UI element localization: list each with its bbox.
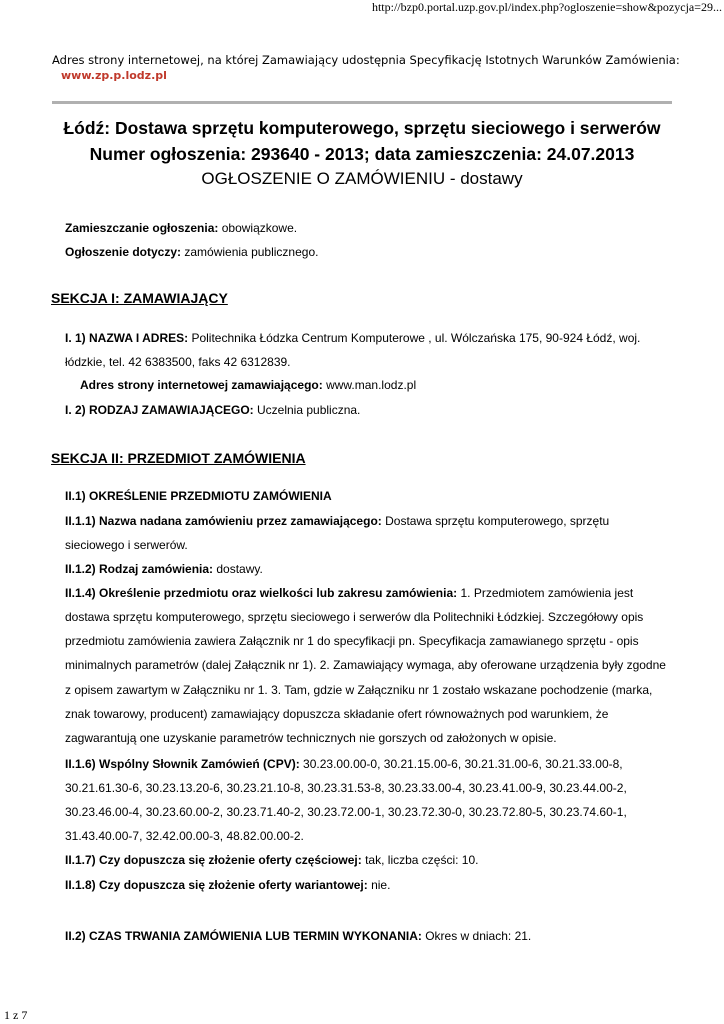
address-line-2: łódzkie, tel. 42 6383500, faks 42 6312839.	[65, 355, 291, 369]
cpv-line-4: 31.43.40.00-7, 32.42.00.00-3, 48.82.00.00-2.	[65, 829, 304, 843]
subject-definition-heading	[65, 489, 332, 503]
siwz-website-note	[52, 53, 680, 83]
contract-name-value-1: Dostawa sprzętu komputerowego, sprzętu	[381, 514, 610, 528]
notice-title-block	[40, 115, 684, 191]
description-line-3: przedmiotu zamówienia zawiera Załącznik nr 1 do specyfikacji pn. Specyfikacja zamawianego sprzętu - opis	[65, 634, 639, 648]
description-line-4: minimalnych parametrów (dalej Załącznik nr 1). 2. Zamawiający wymaga, aby oferowane urządzenia były zgodne	[65, 658, 666, 672]
www-value: www.man.lodz.pl	[322, 378, 417, 392]
placement-label: Zamieszczanie ogłoszenia:	[65, 221, 219, 235]
contract-name-label: II.1.1) Nazwa nadana zamówieniu przez zamawiającego:	[65, 514, 382, 528]
address-label: I. 1) NAZWA I ADRES:	[65, 331, 189, 345]
partial-offer-label: II.1.7) Czy dopuszcza się złożenie oferty częściowej:	[65, 853, 362, 867]
placement-line	[65, 221, 297, 235]
variant-offer-label: II.1.8) Czy dopuszcza się złożenie oferty wariantowej:	[65, 878, 368, 892]
section1-heading: SEKCJA I: ZAMAWIAJĄCY	[51, 290, 228, 306]
siwz-website-link[interactable]: www.zp.p.lodz.pl	[61, 69, 167, 82]
concerns-label: Ogłoszenie dotyczy:	[65, 245, 182, 259]
variant-offer-value: nie.	[367, 878, 391, 892]
description-line-5: z opisem zawartym w Załączniku nr 1. 3. Tam, gdzie w Załączniku nr 1 zostało wskazane pochodzenie (marka,	[65, 683, 653, 697]
duration-label: II.2) CZAS TRWANIA ZAMÓWIENIA LUB TERMIN WYKONANIA:	[65, 929, 422, 943]
description-text-1: 1. Przedmiotem zamówienia jest	[457, 586, 634, 600]
contract-kind-value: dostawy.	[213, 562, 263, 576]
notice-title: Łódź: Dostawa sprzętu komputerowego, sprzętu sieciowego i serwerów	[63, 118, 661, 138]
cpv-text-1: 30.23.00.00-0, 30.21.15.00-6, 30.21.31.00-6, 30.21.33.00-8,	[299, 757, 623, 771]
variant-offer-line	[65, 878, 390, 892]
partial-offer-line	[65, 853, 478, 867]
section2-heading: SEKCJA II: PRZEDMIOT ZAMÓWIENIA	[51, 450, 306, 466]
notice-number-date: Numer ogłoszenia: 293640 - 2013; data zamieszczenia: 24.07.2013	[89, 144, 635, 164]
contracting-type-line	[65, 403, 360, 417]
siwz-note-text: Adres strony internetowej, na której Zamawiający udostępnia Specyfikację Istotnych Warunków Zamówienia:	[52, 53, 680, 67]
description-line-6: znak towarowy, producent) zamawiający dopuszcza składanie ofert równoważnych pod warunkiem, że	[65, 707, 609, 721]
cpv-line-3: 30.23.46.00-4, 30.23.60.00-2, 30.23.71.40-2, 30.23.72.00-1, 30.23.72.30-0, 30.23.72.80-5, 30.23.74.60-1,	[65, 805, 627, 819]
www-label: Adres strony internetowej zamawiającego:	[80, 378, 323, 392]
concerns-value: zamówienia publicznego.	[181, 245, 319, 259]
contracting-type-value: Uczelnia publiczna.	[253, 403, 361, 417]
horizontal-divider	[52, 101, 672, 104]
placement-value: obowiązkowe.	[218, 221, 298, 235]
print-url-header: http://bzp0.portal.uzp.gov.pl/index.php?ogloszenie=show&pozycja=29...	[371, 0, 722, 14]
contract-kind-line	[65, 562, 263, 576]
duration-line	[65, 929, 531, 943]
contract-name-line-1	[65, 514, 609, 528]
contracting-type-label: I. 2) RODZAJ ZAMAWIAJĄCEGO:	[65, 403, 254, 417]
cpv-line-2: 30.21.61.30-6, 30.23.13.20-6, 30.23.21.10-8, 30.23.31.53-8, 30.23.33.00-4, 30.23.41.00-9, 30.23.44.00-2,	[65, 781, 627, 795]
description-label: II.1.4) Określenie przedmiotu oraz wielkości lub zakresu zamówienia:	[65, 586, 458, 600]
page-number: 1 z 7	[4, 1008, 28, 1022]
concerns-line	[65, 245, 318, 259]
description-line-1	[65, 586, 633, 600]
address-value-1: Politechnika Łódzka Centrum Komputerowe , ul. Wólczańska 175, 90-924 Łódź, woj.	[188, 331, 641, 345]
duration-value: Okres w dniach: 21.	[421, 929, 532, 943]
notice-type: OGŁOSZENIE O ZAMÓWIENIU - dostawy	[201, 169, 523, 188]
cpv-line-1	[65, 757, 623, 771]
contract-name-line-2: sieciowego i serwerów.	[65, 538, 188, 552]
address-line-1	[65, 331, 640, 345]
subject-definition-label: II.1) OKREŚLENIE PRZEDMIOTU ZAMÓWIENIA	[65, 489, 332, 503]
description-line-2: dostawa sprzętu komputerowego, sprzętu sieciowego i serwerów dla Politechniki Łódzkiej. Szczegółowy opis	[65, 610, 644, 624]
partial-offer-value: tak, liczba części: 10.	[361, 853, 479, 867]
description-line-7: zagwarantują one uzyskanie parametrów technicznych nie gorszych od założonych w opisie.	[65, 731, 557, 745]
contract-kind-label: II.1.2) Rodzaj zamówienia:	[65, 562, 214, 576]
cpv-label: II.1.6) Wspólny Słownik Zamówień (CPV):	[65, 757, 300, 771]
www-line	[80, 378, 416, 392]
